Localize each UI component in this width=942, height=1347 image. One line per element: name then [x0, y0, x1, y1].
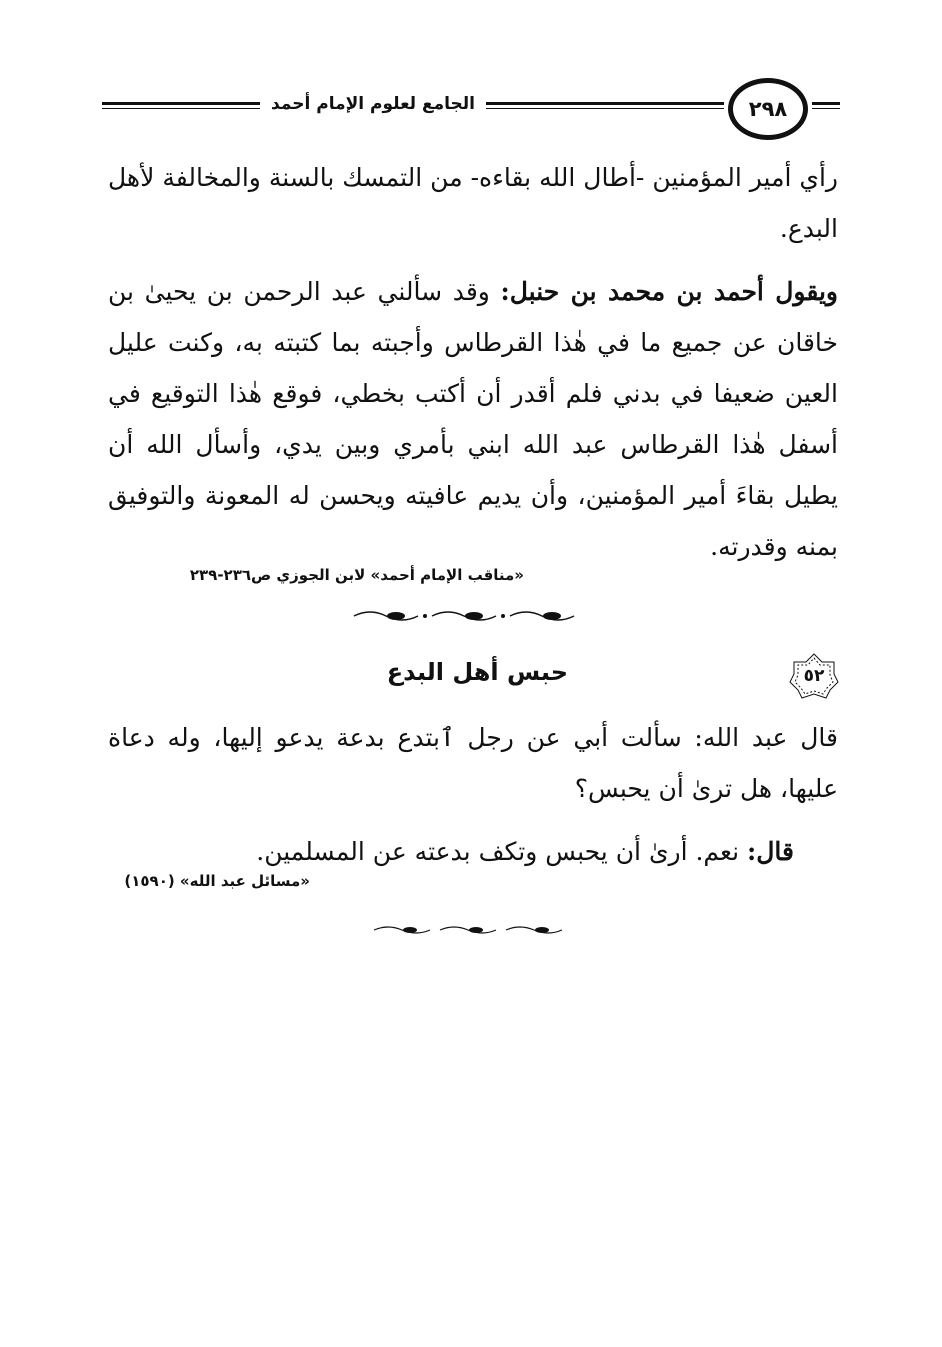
section2-text — [108, 712, 838, 889]
section1-paragraph-1: رأي أمير المؤمنين -أطال الله بقاءه- من التمسك بالسنة والمخالفة لأهل البدع. — [108, 163, 838, 243]
section1-source: «مناقب الإمام أحمد» لابن الجوزي ص٢٣٦-٢٣٩ — [189, 566, 524, 584]
section2-paragraph-2-lead: قال: — [747, 837, 794, 866]
header-rule-left — [102, 102, 260, 109]
running-title: الجامع لعلوم الإمام أحمد — [268, 94, 478, 114]
page-header — [100, 72, 840, 142]
section2-paragraph-2-body: نعم. أرىٰ أن يحبس وتكف بدعته عن المسلمين. — [256, 837, 748, 866]
page-number-oval — [728, 78, 808, 140]
section2-paragraph-2 — [108, 826, 838, 877]
page-number: ٢٩٨ — [748, 97, 788, 121]
section1-paragraph-2-body: وقد سألني عبد الرحمن بن يحيىٰ بن خاقان عن جميع ما في هٰذا القرطاس وأجبته بما كتبته به، وكنت عليل العين ضعيفا في بدني فلم أقدر أن أكتب بخطي، فوقع هٰذا التوقيع في أسفل هٰذا القرطاس عبد الله ابني بأمري وبين يدي، وأسأل الله أن يطيل بقاءَ أمير المؤمنين، وأن يديم عافيته ويحسن له المعونة والتوفيق بمنه وقدرته. — [108, 277, 838, 561]
header-rule-middle — [486, 102, 724, 109]
section-title: حبس أهل البدع — [386, 658, 568, 686]
section1-paragraph-2-lead: ويقول أحمد بن محمد بن حنبل: — [500, 277, 839, 306]
section2-paragraph-1: قال عبد الله: سألت أبي عن رجل ٱبتدع بدعة يدعو إليها، وله دعاة عليها، هل ترىٰ أن يحبس؟ — [108, 723, 838, 803]
section1-text — [108, 152, 838, 584]
header-rule-right — [812, 102, 840, 109]
section2-source: «مسائل عبد الله» (١٥٩٠) — [124, 872, 310, 890]
section1-paragraph-2 — [108, 266, 838, 572]
section2-heading — [360, 652, 840, 702]
ornament-divider-icon — [370, 922, 570, 938]
section-number: ٥٢ — [803, 666, 825, 686]
ornament-divider-icon — [350, 606, 586, 626]
